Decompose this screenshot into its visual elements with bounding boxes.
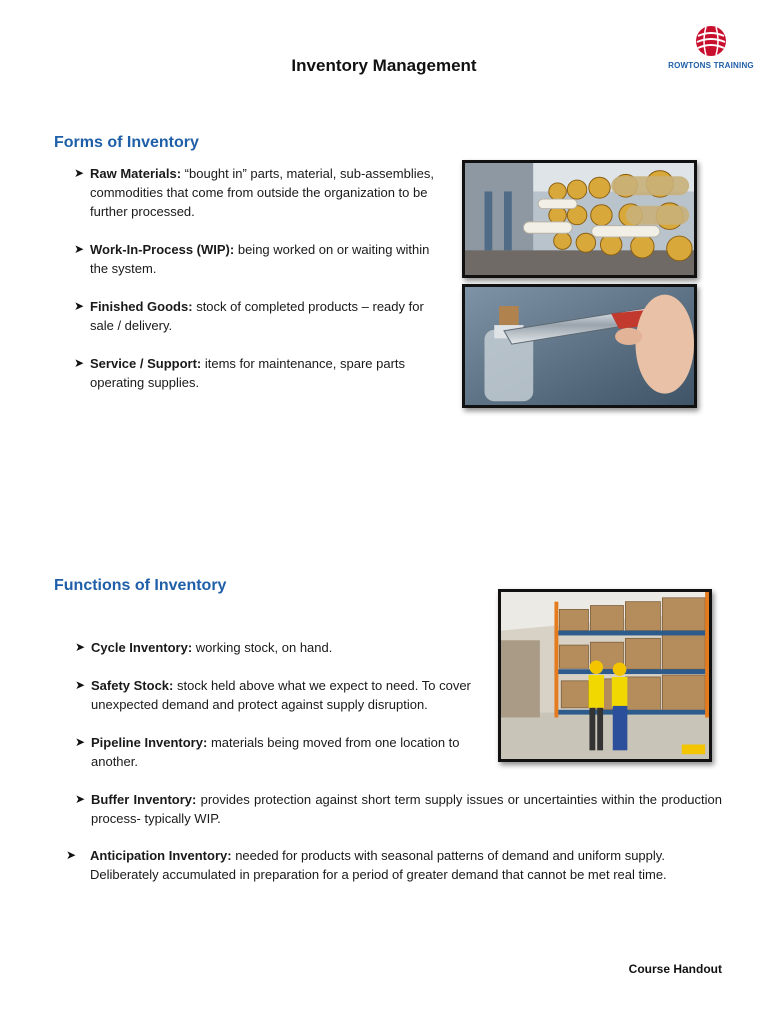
item-term: Pipeline Inventory: bbox=[91, 735, 208, 750]
item-term: Buffer Inventory: bbox=[91, 792, 197, 807]
functions-heading: Functions of Inventory bbox=[54, 577, 227, 594]
item-term: Finished Goods: bbox=[90, 299, 193, 314]
list-item bbox=[74, 240, 442, 278]
arrowhead-bullet-icon: ➤ bbox=[75, 735, 86, 749]
item-term: Raw Materials: bbox=[90, 166, 182, 181]
item-text: materials being moved from one location to another. bbox=[91, 735, 460, 769]
item-text: “bought in” parts, material, sub-assemblies, commodities that come from outside the organization to be further processed. bbox=[90, 166, 434, 219]
raw-materials-photo bbox=[462, 160, 697, 278]
arrowhead-bullet-icon: ➤ bbox=[74, 356, 85, 370]
arrowhead-bullet-icon: ➤ bbox=[74, 242, 85, 256]
list-item bbox=[74, 297, 442, 335]
item-text: needed for products with seasonal patterns of demand and uniform supply. Deliberately accumulated in preparation for a period of greater demand that cannot be met real time. bbox=[90, 848, 667, 882]
item-text: stock of completed products – ready for sale / delivery. bbox=[90, 299, 424, 333]
list-item bbox=[74, 354, 442, 392]
item-text: being worked on or waiting within the system. bbox=[90, 242, 430, 276]
functions-list-last bbox=[66, 846, 730, 884]
functions-list-lower bbox=[75, 790, 722, 828]
arrowhead-bullet-icon: ➤ bbox=[75, 640, 86, 654]
item-term: Safety Stock: bbox=[91, 678, 174, 693]
item-term: Anticipation Inventory: bbox=[90, 848, 232, 863]
arrowhead-bullet-icon: ➤ bbox=[75, 792, 86, 806]
item-term: Work-In-Process (WIP): bbox=[90, 242, 235, 257]
list-item bbox=[75, 733, 486, 771]
warehouse-photo bbox=[498, 589, 712, 762]
list-item bbox=[75, 676, 486, 714]
item-text: items for maintenance, spare parts operating supplies. bbox=[90, 356, 406, 390]
item-text: working stock, on hand. bbox=[195, 640, 333, 655]
arrowhead-bullet-icon: ➤ bbox=[74, 299, 85, 313]
work-in-process-photo bbox=[462, 284, 697, 408]
arrowhead-bullet-icon: ➤ bbox=[74, 166, 85, 180]
arrowhead-bullet-icon: ➤ bbox=[66, 848, 77, 862]
rowtons-globe-logo-icon bbox=[694, 24, 728, 60]
list-item bbox=[66, 846, 730, 884]
item-text: stock held above what we expect to need. To cover unexpected demand and protect against supply disruption. bbox=[91, 678, 471, 712]
item-text: provides protection against short term supply issues or uncertainties within the production process- typically WIP. bbox=[91, 792, 722, 826]
footer-label: Course Handout bbox=[628, 962, 722, 976]
forms-list bbox=[74, 164, 442, 392]
forms-heading: Forms of Inventory bbox=[54, 134, 199, 151]
list-item bbox=[75, 790, 722, 828]
item-term: Cycle Inventory: bbox=[91, 640, 193, 655]
page-title: Inventory Management bbox=[291, 56, 477, 75]
functions-list-upper bbox=[75, 638, 486, 771]
item-term: Service / Support: bbox=[90, 356, 202, 371]
logo-text: ROWTONS TRAINING bbox=[668, 61, 754, 70]
arrowhead-bullet-icon: ➤ bbox=[75, 678, 86, 692]
list-item bbox=[75, 638, 486, 657]
list-item bbox=[74, 164, 442, 221]
